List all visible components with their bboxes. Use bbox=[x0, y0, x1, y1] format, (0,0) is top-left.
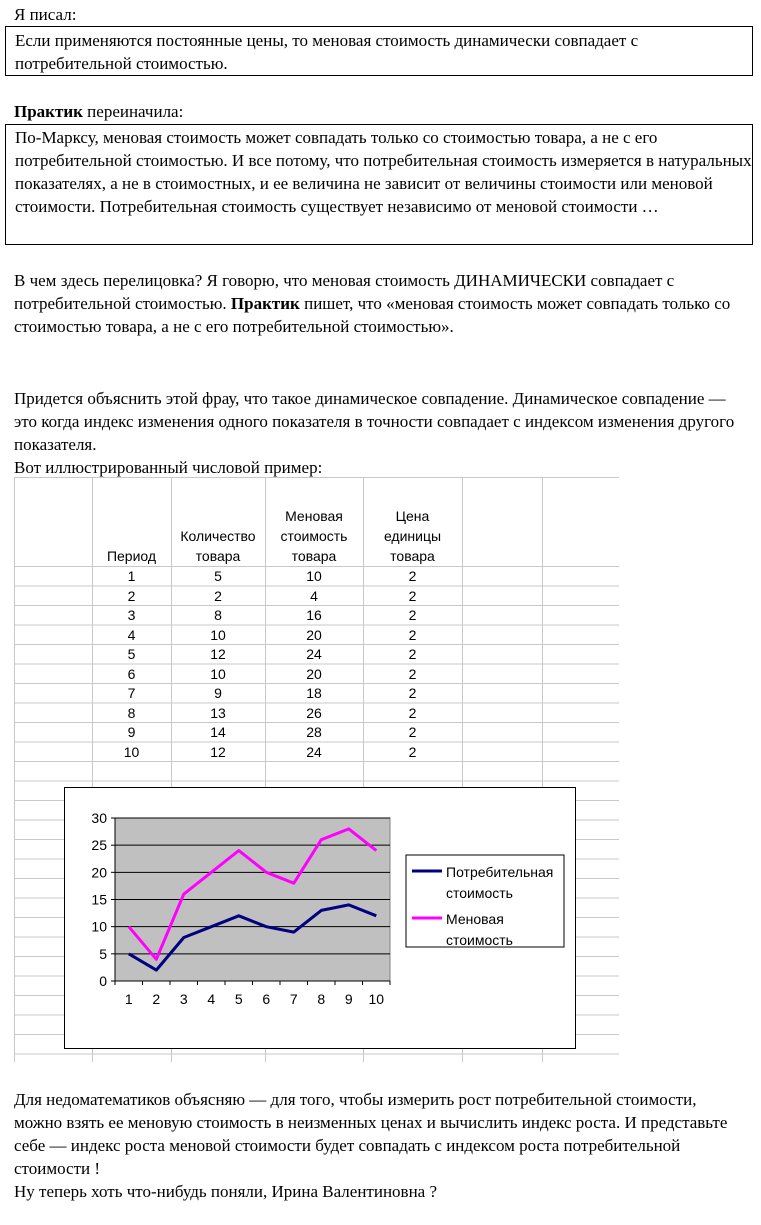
y-tick-label: 10 bbox=[91, 918, 107, 935]
legend-label: Потребительная bbox=[446, 864, 554, 880]
table-cell: 8 bbox=[127, 704, 136, 721]
paragraph-5: Ну теперь хоть что-нибудь поняли, Ирина Валентиновна ? bbox=[14, 1182, 438, 1201]
table-header-line: Меновая bbox=[285, 508, 343, 524]
x-tick-label: 4 bbox=[207, 991, 216, 1007]
table-cell: 12 bbox=[210, 743, 226, 760]
table-cell: 2 bbox=[214, 587, 222, 604]
table-header-line: стоимость bbox=[280, 528, 348, 544]
legend-label: Меновая bbox=[446, 911, 504, 927]
x-tick-label: 2 bbox=[152, 991, 161, 1007]
table-cell: 16 bbox=[306, 607, 322, 623]
table-cell: 26 bbox=[306, 704, 322, 721]
legend-label: стоимость bbox=[446, 932, 513, 948]
author-line bbox=[14, 100, 746, 123]
table-cell: 1 bbox=[127, 568, 136, 584]
table-header-line: Количество bbox=[180, 528, 256, 544]
table-header-line: товара bbox=[195, 548, 241, 564]
table-cell: 2 bbox=[408, 665, 417, 682]
paragraph-2: Придется объяснить этой фрау, что такое динамическое совпадение. Динамическое совпадение — это когда индекс изменения одного показателя в точности совпадает с индексом изменения другого показателя. bbox=[14, 389, 735, 454]
x-tick-label: 8 bbox=[317, 991, 326, 1007]
author-rest: переиначила: bbox=[82, 102, 184, 121]
y-tick-label: 25 bbox=[91, 837, 107, 854]
table-header-line: товара bbox=[390, 548, 435, 564]
y-tick-label: 5 bbox=[99, 945, 107, 962]
x-tick-label: 9 bbox=[344, 991, 353, 1007]
table-cell: 8 bbox=[214, 607, 222, 623]
table-cell: 10 bbox=[210, 626, 226, 643]
quote-1-text: Если применяются постоянные цены, то меновая стоимость динамически совпадает с потребительной стоимостью. bbox=[15, 31, 639, 73]
table-cell: 2 bbox=[127, 587, 136, 604]
y-tick-label: 20 bbox=[91, 864, 107, 881]
x-tick-label: 5 bbox=[234, 991, 243, 1007]
table-cell: 2 bbox=[408, 743, 417, 760]
x-tick-label: 1 bbox=[124, 991, 133, 1007]
table-cell: 28 bbox=[306, 724, 322, 740]
table-cell: 18 bbox=[306, 685, 322, 701]
table-header-cell bbox=[265, 477, 363, 566]
table-cell: 2 bbox=[408, 587, 417, 604]
table-cell: 4 bbox=[127, 626, 136, 643]
table-cell: 12 bbox=[210, 646, 226, 662]
table-cell: 5 bbox=[214, 568, 222, 584]
table-cell: 24 bbox=[306, 743, 322, 760]
paragraph-1-bold: Практик bbox=[230, 294, 300, 313]
legend-label: стоимость bbox=[446, 885, 513, 901]
table-cell: 10 bbox=[123, 743, 140, 760]
author-name: Практик bbox=[14, 102, 83, 121]
paragraph-1 bbox=[14, 269, 746, 338]
quote-2-text: По-Марксу, меновая стоимость может совпадать только со стоимостью товара, а не с его потребительной стоимостью. И все потому, что потребительная стоимость измеряется в натуральных показателях, а не в стоимостных, и ее величина не зависит от величины стоимости или меновой стоимости. Потребительная стоимость существует независимо от меновой стоимости … bbox=[15, 128, 752, 216]
table-header-line: Цена bbox=[395, 508, 430, 524]
table-cell: 2 bbox=[408, 626, 417, 643]
table-cell: 5 bbox=[127, 646, 136, 662]
y-tick-label: 30 bbox=[91, 810, 107, 826]
table-cell: 10 bbox=[210, 665, 226, 682]
table-cell: 7 bbox=[127, 685, 136, 701]
intro-label: Я писал: bbox=[14, 5, 77, 24]
table-cell: 2 bbox=[408, 646, 417, 662]
table-header-cell bbox=[92, 477, 171, 566]
line-chart bbox=[65, 788, 575, 1048]
table-cell: 2 bbox=[408, 724, 417, 740]
table-cell: 20 bbox=[306, 626, 322, 643]
table-cell: 3 bbox=[127, 607, 136, 623]
table-header-cell bbox=[171, 477, 265, 566]
chart-frame bbox=[64, 787, 576, 1049]
table-cell: 14 bbox=[210, 724, 226, 740]
paragraph-3: Вот иллюстрированный числовой пример: bbox=[14, 458, 323, 477]
paragraph-1-part-1: В чем здесь перелицовка? Я говорю, что меновая стоимость ДИНАМИЧЕСКИ совпадает с потребительной стоимостью. bbox=[14, 271, 675, 313]
paragraph-1-part-2: пишет, что «меновая стоимость может совпадать только со стоимостью товара, а не с его потребительной стоимостью». bbox=[14, 294, 731, 336]
quote-box-2 bbox=[5, 124, 753, 245]
table-cell: 6 bbox=[127, 665, 136, 682]
quote-box-1 bbox=[5, 26, 753, 76]
table-header-line: товара bbox=[291, 548, 337, 564]
table-cell: 2 bbox=[408, 607, 417, 623]
table-cell: 2 bbox=[408, 685, 417, 701]
table-header-line: Период bbox=[106, 548, 157, 564]
table-header-line: единицы bbox=[383, 528, 442, 544]
x-tick-label: 6 bbox=[262, 991, 271, 1007]
spreadsheet bbox=[14, 477, 619, 1062]
table-cell: 20 bbox=[306, 665, 322, 682]
x-tick-label: 10 bbox=[368, 991, 385, 1007]
paragraph-4: Для недоматематиков объясняю — для того, чтобы измерить рост потребительной стоимости, можно взять ее меновую стоимость в неизменных ценах и вычислить индекс роста. И представьте себе — индекс роста меновой стоимости будет совпадать с индексом роста потребительной стоимости ! bbox=[14, 1090, 728, 1178]
table-cell: 9 bbox=[214, 685, 222, 701]
table-cell: 9 bbox=[127, 724, 136, 740]
table-cell: 2 bbox=[408, 568, 417, 584]
table-cell: 13 bbox=[210, 704, 226, 721]
y-tick-label: 15 bbox=[91, 891, 107, 908]
table-header-cell bbox=[363, 477, 462, 566]
x-tick-label: 3 bbox=[179, 991, 188, 1007]
x-tick-label: 7 bbox=[289, 991, 298, 1007]
table-cell: 4 bbox=[310, 587, 318, 604]
table-cell: 2 bbox=[408, 704, 417, 721]
table-cell: 10 bbox=[306, 568, 322, 584]
table-cell: 24 bbox=[306, 646, 322, 662]
y-tick-label: 0 bbox=[99, 973, 107, 989]
